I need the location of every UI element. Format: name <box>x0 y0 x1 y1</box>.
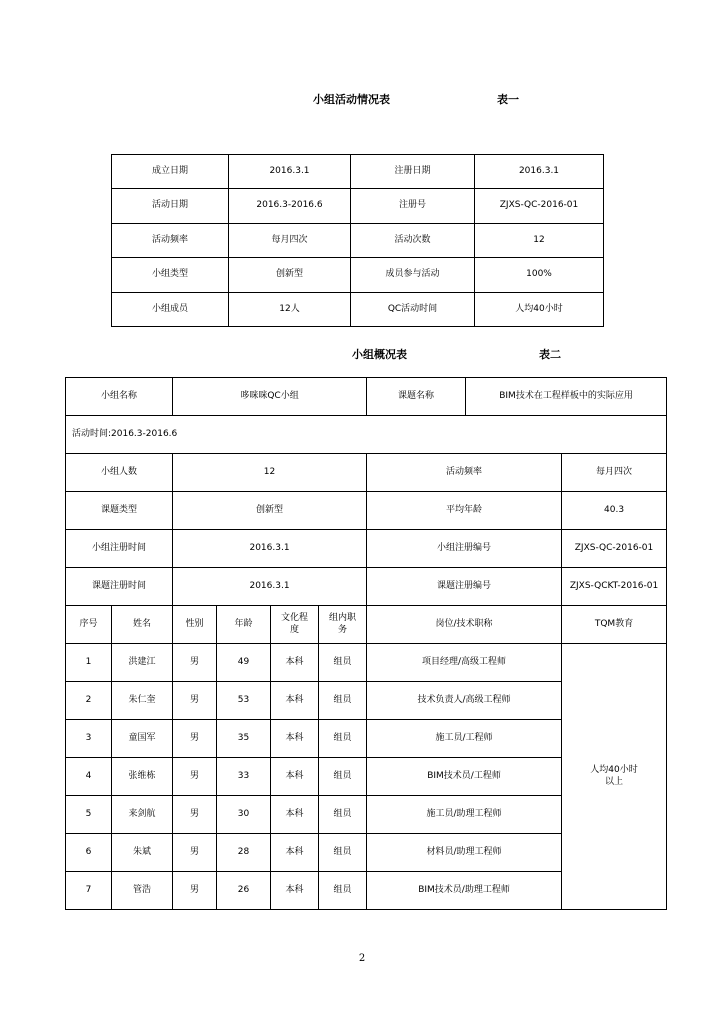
table1-tag: 表一 <box>497 93 519 106</box>
group-overview-table <box>65 377 667 910</box>
page-number: 2 <box>358 953 366 964</box>
register-date-label: 注册日期 <box>351 155 475 189</box>
member-age: 49 <box>217 644 271 682</box>
topic-value: BIM技术在工程样板中的实际应用 <box>466 378 667 416</box>
table-row <box>66 530 667 568</box>
member-name: 洪建江 <box>112 644 173 682</box>
table-row <box>66 378 667 416</box>
member-role: 组员 <box>319 720 367 758</box>
topic-label: 课题名称 <box>367 378 466 416</box>
member-role: 组员 <box>319 834 367 872</box>
activity-date-value: 2016.3-2016.6 <box>229 189 351 224</box>
member-header-row <box>66 606 667 644</box>
group-register-time-label: 小组注册时间 <box>66 530 173 568</box>
topic-type-value: 创新型 <box>173 492 367 530</box>
member-name: 童国军 <box>112 720 173 758</box>
activity-date-label: 活动日期 <box>112 189 229 224</box>
member-age: 26 <box>217 872 271 910</box>
member-name: 朱斌 <box>112 834 173 872</box>
tqm-value: 人均40小时以上 <box>562 644 667 910</box>
member-no: 1 <box>66 644 112 682</box>
member-role: 组员 <box>319 796 367 834</box>
header-age: 年龄 <box>217 606 271 644</box>
group-name-value: 哆咪咪QC小组 <box>173 378 367 416</box>
member-role: 组员 <box>319 758 367 796</box>
member-gender: 男 <box>173 872 217 910</box>
member-position: 材料员/助理工程师 <box>367 834 562 872</box>
member-gender: 男 <box>173 796 217 834</box>
frequency-label: 活动频率 <box>112 224 229 258</box>
group-register-time-value: 2016.3.1 <box>173 530 367 568</box>
header-role: 组内职务 <box>319 606 367 644</box>
table-row <box>66 416 667 454</box>
member-education: 本科 <box>271 644 319 682</box>
member-position: 施工员/工程师 <box>367 720 562 758</box>
member-gender: 男 <box>173 720 217 758</box>
frequency-value: 每月四次 <box>229 224 351 258</box>
qc-time-value: 人均40小时 <box>475 293 604 327</box>
table-row <box>112 224 604 258</box>
table-row <box>66 492 667 530</box>
member-position: 技术负责人/高级工程师 <box>367 682 562 720</box>
register-date-value: 2016.3.1 <box>475 155 604 189</box>
member-gender: 男 <box>173 758 217 796</box>
topic-register-time-label: 课题注册时间 <box>66 568 173 606</box>
member-no: 4 <box>66 758 112 796</box>
activity-count-value: 12 <box>475 224 604 258</box>
group-name-label: 小组名称 <box>66 378 173 416</box>
member-role: 组员 <box>319 644 367 682</box>
member-age: 30 <box>217 796 271 834</box>
member-education: 本科 <box>271 796 319 834</box>
member-age: 28 <box>217 834 271 872</box>
activity-table <box>111 154 604 327</box>
header-gender: 性别 <box>173 606 217 644</box>
group-register-no-label: 小组注册编号 <box>367 530 562 568</box>
member-name: 张维栋 <box>112 758 173 796</box>
member-no: 6 <box>66 834 112 872</box>
header-education: 文化程度 <box>271 606 319 644</box>
participation-label: 成员参与活动 <box>351 258 475 293</box>
group-type-value: 创新型 <box>229 258 351 293</box>
member-no: 2 <box>66 682 112 720</box>
group-type-label: 小组类型 <box>112 258 229 293</box>
member-name: 管浩 <box>112 872 173 910</box>
activity-time: 活动时间:2016.3-2016.6 <box>66 416 667 454</box>
member-position: BIM技术员/工程师 <box>367 758 562 796</box>
member-position: BIM技术员/助理工程师 <box>367 872 562 910</box>
table-row <box>112 293 604 327</box>
group-size-label: 小组人数 <box>66 454 173 492</box>
frequency-value: 每月四次 <box>562 454 667 492</box>
member-education: 本科 <box>271 720 319 758</box>
header-position: 岗位/技术职称 <box>367 606 562 644</box>
member-position: 项目经理/高级工程师 <box>367 644 562 682</box>
member-no: 3 <box>66 720 112 758</box>
founding-date-value: 2016.3.1 <box>229 155 351 189</box>
table-row <box>112 155 604 189</box>
header-name: 姓名 <box>112 606 173 644</box>
member-education: 本科 <box>271 872 319 910</box>
member-gender: 男 <box>173 682 217 720</box>
member-education: 本科 <box>271 834 319 872</box>
member-education: 本科 <box>271 758 319 796</box>
table2-tag: 表二 <box>539 348 561 361</box>
member-age: 35 <box>217 720 271 758</box>
header-no: 序号 <box>66 606 112 644</box>
group-size-value: 12 <box>173 454 367 492</box>
member-no: 5 <box>66 796 112 834</box>
topic-register-time-value: 2016.3.1 <box>173 568 367 606</box>
founding-date-label: 成立日期 <box>112 155 229 189</box>
table1-title: 小组活动情况表 <box>313 93 390 106</box>
average-age-label: 平均年龄 <box>367 492 562 530</box>
table-row <box>66 568 667 606</box>
header-tqm: TQM教育 <box>562 606 667 644</box>
frequency-label: 活动频率 <box>367 454 562 492</box>
activity-count-label: 活动次数 <box>351 224 475 258</box>
member-role: 组员 <box>319 872 367 910</box>
member-education: 本科 <box>271 682 319 720</box>
member-age: 53 <box>217 682 271 720</box>
member-name: 朱仁奎 <box>112 682 173 720</box>
table-row <box>66 454 667 492</box>
table-row <box>66 644 667 682</box>
topic-register-no-value: ZJXS-QCKT-2016-01 <box>562 568 667 606</box>
register-no-label: 注册号 <box>351 189 475 224</box>
member-age: 33 <box>217 758 271 796</box>
member-position: 施工员/助理工程师 <box>367 796 562 834</box>
members-value: 12人 <box>229 293 351 327</box>
topic-type-label: 课题类型 <box>66 492 173 530</box>
member-no: 7 <box>66 872 112 910</box>
table2-title: 小组概况表 <box>352 348 407 361</box>
members-label: 小组成员 <box>112 293 229 327</box>
table-row <box>112 258 604 293</box>
participation-value: 100% <box>475 258 604 293</box>
member-role: 组员 <box>319 682 367 720</box>
member-gender: 男 <box>173 834 217 872</box>
average-age-value: 40.3 <box>562 492 667 530</box>
topic-register-no-label: 课题注册编号 <box>367 568 562 606</box>
qc-time-label: QC活动时间 <box>351 293 475 327</box>
register-no-value: ZJXS-QC-2016-01 <box>475 189 604 224</box>
group-register-no-value: ZJXS-QC-2016-01 <box>562 530 667 568</box>
member-gender: 男 <box>173 644 217 682</box>
member-name: 来剑航 <box>112 796 173 834</box>
table-row <box>112 189 604 224</box>
